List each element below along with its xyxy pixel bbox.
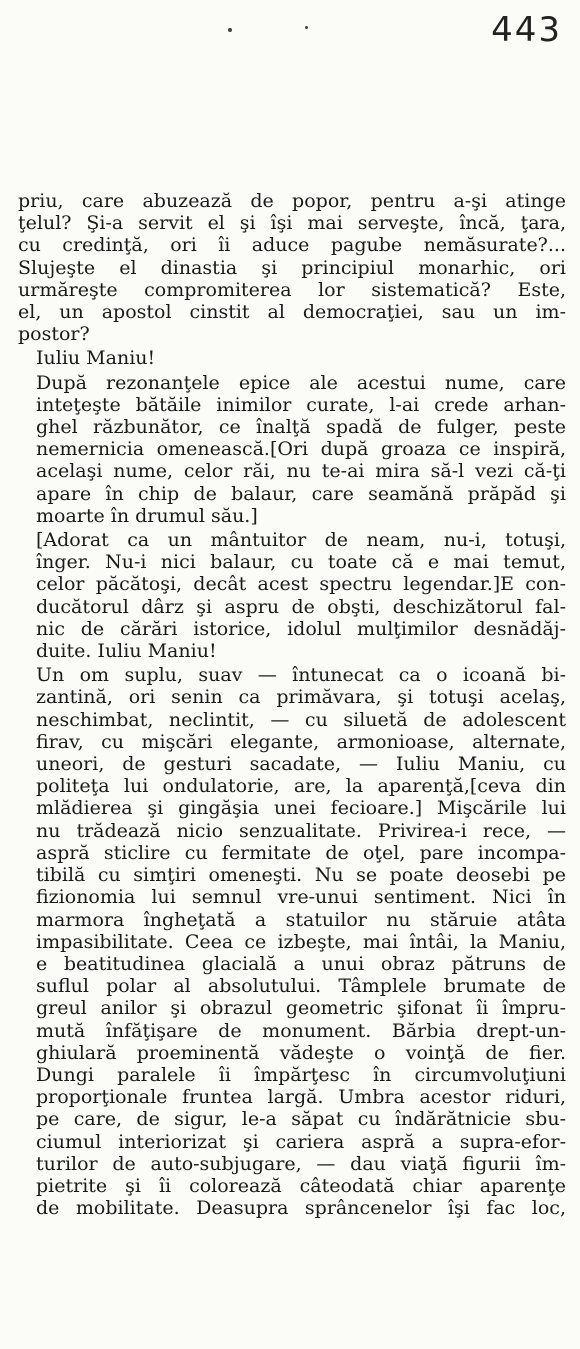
text-line: priu, care abuzează de popor, pentru a-şi atinge bbox=[18, 190, 566, 212]
text-line: marmora îngheţată a statuilor nu stăruie atâta bbox=[36, 908, 566, 931]
text-line: nic de cărări istorice, idolul mulţimilor desnădăj- bbox=[36, 617, 566, 640]
text-line: ghel răzbunător, ce înalţă spadă de fulger, peste bbox=[36, 416, 566, 439]
text-line: el, un apostol cinstit al democraţiei, sau un im- bbox=[18, 301, 566, 324]
text-line: celor păcătoşi, decât acest spectru legendar.]E con- bbox=[36, 573, 566, 596]
text-line: mută înfăţişare de monument. Bărbia drept-un- bbox=[36, 1019, 566, 1042]
text-line: zantină, ori senin ca primăvara, şi totuşi acelaş, bbox=[36, 686, 566, 709]
text-line: acelaşi nume, celor răi, nu te-ai mira să-l vezi că-ţi bbox=[36, 460, 566, 483]
paragraph bbox=[18, 664, 566, 1219]
text-line: urmăreşte compromiterea lor sistematică? Este, bbox=[18, 278, 566, 301]
text-line: nu trădează nicio senzualitate. Privirea-i rece, — bbox=[36, 819, 566, 842]
text-line: de mobilitate. Deasupra sprâncenelor îşi fac loc, bbox=[36, 1197, 566, 1220]
text-line: Slujeşte el dinastia şi principiul monarhic, ori bbox=[18, 256, 566, 279]
text-line: mlădierea şi gingăşia unei fecioare.] Mişcările lui bbox=[36, 797, 566, 820]
text-line: duite. Iuliu Maniu! bbox=[36, 640, 217, 663]
text-line: fizionomia lui semnul vre-unui sentiment. Nici în bbox=[36, 886, 566, 909]
text-line: politeţa lui ondulatorie, are, la aparenţă,[ceva din bbox=[36, 775, 566, 798]
paragraph bbox=[18, 190, 566, 345]
text-line: neschimbat, neclintit, — cu siluetă de adolescent bbox=[36, 708, 566, 731]
ink-speck bbox=[228, 28, 232, 32]
text-line: ducătorul dârz şi aspru de obşti, deschizătorul fal- bbox=[36, 595, 566, 618]
text-line: greul anilor şi obrazul geometric şifonat îi împru- bbox=[36, 997, 566, 1020]
text-line: pietrite şi îi colorează câteodată chiar aparenţe bbox=[36, 1174, 566, 1197]
paragraph bbox=[18, 372, 566, 527]
text-line: e beatitudinea glacială a unui obraz pătruns de bbox=[36, 952, 566, 975]
text-line: ghiulară proeminentă vădeşte o voinţă de fier. bbox=[36, 1041, 566, 1064]
text-line: postor? bbox=[18, 323, 90, 346]
text-line: uneori, de gesturi sacadate, — Iuliu Maniu, cu bbox=[36, 753, 566, 776]
text-line: înger. Nu-i nici balaur, cu toate că e mai temut, bbox=[36, 551, 566, 574]
text-line: turilor de auto-subjugare, — dau viaţă figurii îm- bbox=[36, 1152, 566, 1175]
text-line: firav, cu mişcări elegante, armonioase, alternate, bbox=[36, 730, 566, 753]
body-text bbox=[18, 190, 566, 1219]
text-line: nemernicia omenească.[Ori după groaza ce inspiră, bbox=[36, 438, 566, 461]
text-line: ţelul? Şi-a servit el şi îşi mai serveşte, încă, ţara, bbox=[18, 212, 566, 235]
text-line: pe care, de sigur, le-a săpat cu îndărătnicie sbu- bbox=[36, 1108, 566, 1131]
text-line: Dungi paralele îi împărţesc în circumvoluţiuni bbox=[36, 1063, 566, 1086]
text-line: inteţeşte bătăile inimilor curate, l-ai crede arhan- bbox=[36, 393, 566, 416]
page-number: 443 bbox=[491, 10, 562, 50]
text-line: suflul polar al absolutului. Tâmplele brumate de bbox=[36, 975, 566, 998]
text-line: ciumul interiorizat şi cariera aspră a supra-efor- bbox=[36, 1130, 566, 1153]
text-line: [Adorat ca un mântuitor de neam, nu-i, totuşi, bbox=[36, 529, 566, 552]
paragraph bbox=[18, 529, 566, 662]
text-line: tibilă cu simţiri omeneşti. Nu se poate deosebi pe bbox=[36, 864, 566, 887]
text-line: Un om suplu, suav — întunecat ca o icoană bi- bbox=[36, 664, 566, 687]
paragraph bbox=[18, 347, 566, 369]
text-line: aspră sticlire cu fermitate de oţel, pare incompa- bbox=[36, 841, 566, 864]
ink-speck bbox=[305, 26, 308, 29]
text-line: proporţionale fruntea largă. Umbra acestor riduri, bbox=[36, 1086, 566, 1109]
text-line: cu credinţă, ori îi aduce pagube nemăsurate?... bbox=[18, 234, 566, 257]
text-line: impasibilitate. Ceea ce izbeşte, mai întâi, la Maniu, bbox=[36, 930, 566, 953]
text-line: După rezonanţele epice ale acestui nume, care bbox=[36, 371, 566, 394]
text-line: Iuliu Maniu! bbox=[36, 347, 156, 370]
text-line: apare în chip de balaur, care seamănă prăpăd şi bbox=[36, 482, 566, 505]
text-line: moarte în drumul său.] bbox=[36, 504, 258, 527]
